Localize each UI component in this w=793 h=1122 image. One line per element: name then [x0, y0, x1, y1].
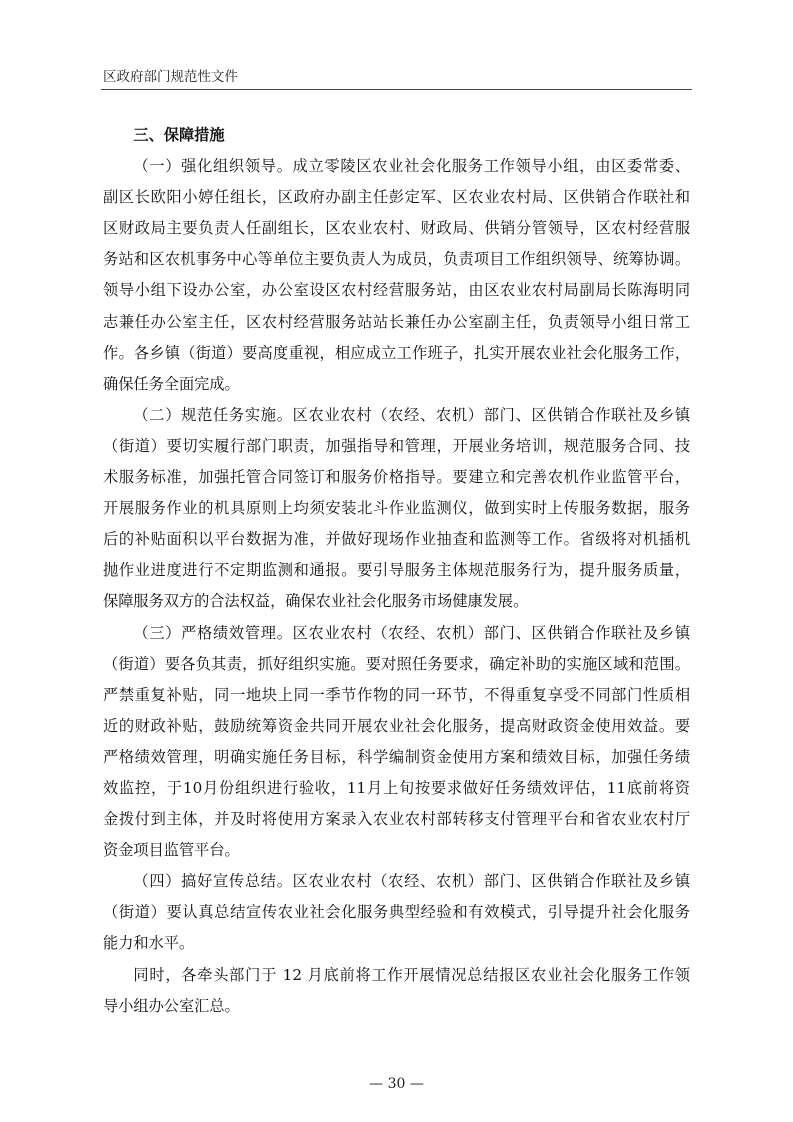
paragraph-3	[103, 618, 690, 867]
section-heading: 三、保障措施	[133, 126, 225, 144]
text-line: 同时，各牵头部门于 12 月底前将工作开展情况总结报区农业社会化服务工作领	[133, 965, 690, 984]
text-line: 开展服务作业的机具原则上均须安装北斗作业监测仪，做到实时上传服务数据，服务	[103, 499, 690, 518]
text-line: 导小组办公室汇总。	[103, 996, 240, 1015]
text-line: （街道）要认真总结宣传农业社会化服务典型经验和有效模式，引导提升社会化服务	[103, 903, 690, 922]
text-line: 务站和区农机事务中心等单位主要负责人为成员，负责项目工作组织领导、统筹协调。	[103, 250, 690, 269]
paragraph-5	[103, 960, 690, 1022]
text-line: 副区长欧阳小婷任组长，区政府办副主任彭定军、区农业农村局、区供销合作联社和	[103, 188, 690, 207]
text-line: 术服务标准，加强托管合同签订和服务价格指导。要建立和完善农机作业监管平台，	[103, 468, 690, 487]
text-line: （街道）要各负其责，抓好组织实施。要对照任务要求，确定补助的实施区域和范围。	[103, 654, 690, 673]
text-line: 严禁重复补贴，同一地块上同一季节作物的同一环节，不得重复享受不同部门性质相	[103, 685, 690, 704]
text-line: 作。各乡镇（街道）要高度重视，相应成立工作班子，扎实开展农业社会化服务工作，	[103, 343, 690, 362]
text-line: 抛作业进度进行不定期监测和通报。要引导服务主体规范服务行为，提升服务质量，	[103, 561, 690, 580]
paragraph-2	[103, 400, 690, 618]
text-line: （街道）要切实履行部门职责，加强指导和管理，开展业务培训，规范服务合同、技	[103, 436, 690, 455]
text-line: 近的财政补贴，鼓励统筹资金共同开展农业社会化服务，提高财政资金使用效益。要	[103, 716, 690, 735]
text-line: （三）严格绩效管理。区农业农村（农经、农机）部门、区供销合作联社及乡镇	[133, 623, 690, 642]
text-line: （一）强化组织领导。成立零陵区农业社会化服务工作领导小组，由区委常委、	[133, 157, 690, 176]
text-line: （二）规范任务实施。区农业农村（农经、农机）部门、区供销合作联社及乡镇	[133, 405, 690, 424]
header-rule	[101, 89, 692, 90]
text-line: 后的补贴面积以平台数据为准，并做好现场作业抽查和监测等工作。省级将对机插机	[103, 530, 690, 549]
text-line: （四）搞好宣传总结。区农业农村（农经、农机）部门、区供销合作联社及乡镇	[133, 872, 690, 891]
paragraph-4	[103, 866, 690, 959]
document-body	[103, 120, 690, 1022]
text-line: 志兼任办公室主任，区农村经营服务站站长兼任办公室副主任，负责领导小组日常工	[103, 312, 690, 331]
text-line: 保障服务双方的合法权益，确保农业社会化服务市场健康发展。	[103, 592, 529, 611]
text-line: 金拨付到主体，并及时将使用方案录入农业农村部转移支付管理平台和省农业农村厅	[103, 810, 690, 829]
page-number: — 30 —	[369, 1076, 424, 1092]
paragraph-1	[103, 151, 690, 400]
text-line: 领导小组下设办公室，办公室设区农村经营服务站，由区农业农村局副局长陈海明同	[103, 281, 690, 300]
running-header: 区政府部门规范性文件	[103, 69, 238, 85]
text-line: 确保任务全面完成。	[103, 374, 240, 393]
text-line: 能力和水平。	[103, 934, 195, 953]
text-line: 资金项目监管平台。	[103, 841, 240, 860]
text-line: 严格绩效管理，明确实施任务目标，科学编制资金使用方案和绩效目标，加强任务绩	[103, 747, 690, 766]
text-line: 区财政局主要负责人任副组长，区农业农村、财政局、供销分管领导，区农村经营服	[103, 219, 690, 238]
text-line: 效监控，于10月份组织进行验收，11月上旬按要求做好任务绩效评估，11底前将资	[103, 778, 690, 797]
